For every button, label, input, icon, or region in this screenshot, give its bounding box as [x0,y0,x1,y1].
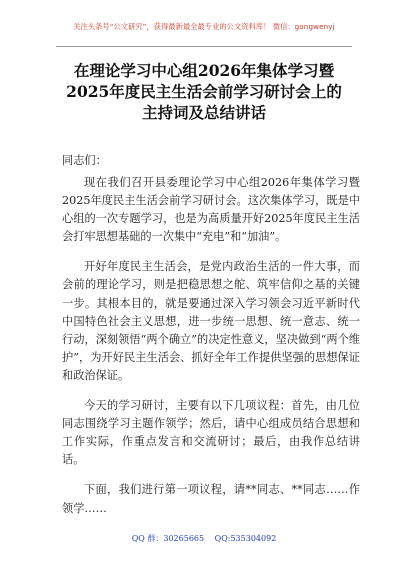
title-line: 在理论学习中心组2026年集体学习暨 [73,61,335,80]
footer-qq: QQ:535304092 [214,534,277,543]
title-line: 主持词及总结讲话 [141,103,266,122]
footer-contact [0,533,408,544]
document-body [62,174,360,518]
body-paragraph: 今天的学习研讨，主要有以下几项议程：首先，由几位同志围绕学习主题作领学；然后，请中心组成员结合思想和工作实际，作重点发言和交流研讨；最后，由我作总结讲话。 [62,399,360,467]
document-title [40,60,368,123]
title-line: 2025年度民主生活会前学习研讨会上的 [66,82,342,101]
body-paragraph: 现在我们召开县委理论学习中心组2026年集体学习暨2025年度民主生活会前学习研讨会。这次集体学习，既是中心组的一次专题学习，也是为高质量开好2025年度民主生活会打牢思想基础的一次集中“充电”和“加油”。 [62,176,360,244]
header-note: 关注头条号“公文研究”，获得最新最全最专业的公文资料库！ 微信：gongwenyj [73,22,335,31]
footer-qq-group: QQ 群：30265665 [131,534,205,543]
salutation: 同志们： [62,154,107,167]
header-divider [56,46,352,47]
body-paragraph: 开好年度民主生活会，是党内政治生活的一件大事，而会前的理论学习，则是把稳思想之舵、筑牢信仰之基的关键一步。其根本目的，就是要通过深入学习领会习近平新时代中国特色社会主义思想，进一步统一思想、统一意志、统一行动，深刻领悟“两个确立”的决定性意义，坚决做到“两个维护”，为开好民主生活会、抓好全年工作提供坚强的思想保证和政治保证。 [62,260,360,382]
body-paragraph: 下面，我们进行第一项议程，请**同志、**同志……作领学…… [62,483,360,515]
